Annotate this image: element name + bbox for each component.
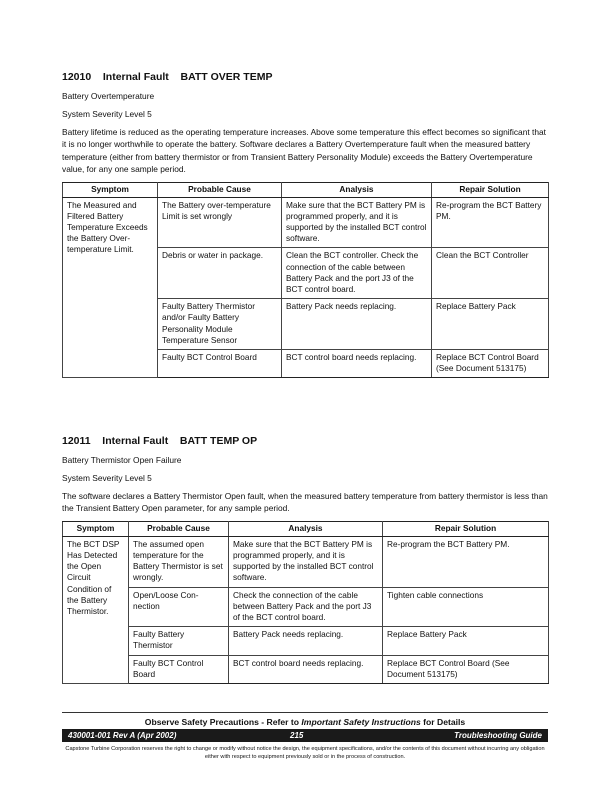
column-header-symptom: Symptom (63, 521, 129, 536)
table-row (63, 627, 549, 655)
troubleshooting-table (62, 182, 549, 379)
legal-disclaimer: Capstone Turbine Corporation reserves the right to change or modify without notice the design, the equipment specifications, and/or the contents of this document without incurring any obligation either with respect to equipment previously sold or in the process of construction. (65, 746, 545, 760)
fault-name: BATT OVER TEMP (180, 71, 273, 83)
repair-cell: Replace BCT Control Board (See Document 513175) (432, 350, 549, 378)
fault-name: BATT TEMP OP (179, 435, 258, 447)
safety-prefix: Observe Safety Precautions - Refer to (144, 717, 302, 727)
repair-cell: Tighten cable connections (383, 587, 549, 627)
cause-cell: Faulty BCT Control Board (129, 655, 229, 683)
analysis-cell: Battery Pack needs replacing. (229, 627, 383, 655)
column-header-cause: Probable Cause (129, 521, 229, 536)
table-row (63, 587, 549, 627)
troubleshooting-table (62, 521, 549, 684)
fault-subtitle: Battery Overtemperature (62, 91, 155, 101)
safety-suffix: for Details (420, 717, 466, 727)
guide-title: Troubleshooting Guide (454, 731, 542, 740)
cause-cell: Faulty BCT Control Board (158, 350, 282, 378)
table-row (63, 536, 549, 587)
document-id: 430001-001 Rev A (Apr 2002) (68, 731, 177, 740)
table-row (63, 197, 549, 248)
fault-category: Internal Fault (102, 71, 169, 83)
fault-section-12010 (62, 70, 548, 378)
cause-cell: Open/Loose Con-nection (129, 587, 229, 627)
fault-code: 12010 (62, 71, 92, 83)
column-header-symptom: Symptom (63, 182, 158, 197)
fault-subtitle: Battery Thermistor Open Failure (62, 455, 182, 465)
cause-cell: The Battery over-temperature Limit is set wrongly (158, 197, 282, 248)
footer-bar (62, 729, 548, 742)
repair-cell: Replace Battery Pack (432, 299, 549, 350)
fault-description: The software declares a Battery Thermistor Open fault, when the measured battery temperature from battery thermistor is less than the Transient Battery Open parameter, for any sample period. (62, 491, 548, 514)
fault-section-12011 (62, 434, 548, 684)
column-header-repair: Repair Solution (432, 182, 549, 197)
fault-heading (62, 70, 548, 84)
repair-cell: Re-program the BCT Battery PM. (432, 197, 549, 248)
analysis-cell: BCT control board needs replacing. (229, 655, 383, 683)
column-header-analysis: Analysis (282, 182, 432, 197)
analysis-cell: Battery Pack needs replacing. (282, 299, 432, 350)
footer-divider (62, 712, 548, 713)
fault-category: Internal Fault (102, 435, 169, 447)
column-header-cause: Probable Cause (158, 182, 282, 197)
repair-cell: Clean the BCT Controller (432, 248, 549, 299)
repair-cell: Re-program the BCT Battery PM. (383, 536, 549, 587)
severity-level: System Severity Level 5 (62, 473, 152, 483)
analysis-cell: Clean the BCT controller. Check the connection of the cable between Battery Pack and the port J3 of the BCT control board. (282, 248, 432, 299)
analysis-cell: BCT control board needs replacing. (282, 350, 432, 378)
repair-cell: Replace Battery Pack (383, 627, 549, 655)
analysis-cell: Make sure that the BCT Battery PM is programmed properly, and it is supported by the installed BCT control software. (282, 197, 432, 248)
analysis-cell: Check the connection of the cable between Battery Pack and the port J3 of the BCT control board. (229, 587, 383, 627)
fault-code: 12011 (62, 435, 91, 447)
symptom-cell: The Measured and Filtered Battery Temperature Exceeds the Battery Over-temperature Limit. (63, 197, 158, 378)
fault-description: Battery lifetime is reduced as the operating temperature increases. Above some temperature this effect becomes so significant that it is no longer worthwhile to operate the battery. Software declares a Battery Overtemperature fault when the measured battery temperature (either from battery thermistor or from Transient Battery Personality Module) exceeds the Battery Overtemperature value, for any one sample period. (62, 127, 546, 175)
cause-cell: Faulty Battery Thermistor and/or Faulty Battery Personality Module Temperature Sensor (158, 299, 282, 350)
cause-cell: The assumed open temperature for the Battery Thermistor is set wrongly. (129, 536, 229, 587)
cause-cell: Faulty Battery Thermistor (129, 627, 229, 655)
repair-cell: Replace BCT Control Board (See Document 513175) (383, 655, 549, 683)
severity-level: System Severity Level 5 (62, 109, 152, 119)
page-number: 215 (290, 731, 304, 740)
cause-cell: Debris or water in package. (158, 248, 282, 299)
safety-instructions-link[interactable]: Important Safety Instructions (301, 717, 421, 727)
symptom-cell: The BCT DSP Has Detected the Open Circuit Condition of the Battery Thermistor. (63, 536, 129, 683)
column-header-repair: Repair Solution (383, 521, 549, 536)
column-header-analysis: Analysis (229, 521, 383, 536)
safety-notice (62, 717, 548, 727)
analysis-cell: Make sure that the BCT Battery PM is programmed properly, and it is supported by the installed BCT control software. (229, 536, 383, 587)
fault-heading (62, 434, 548, 448)
table-row (63, 655, 549, 683)
